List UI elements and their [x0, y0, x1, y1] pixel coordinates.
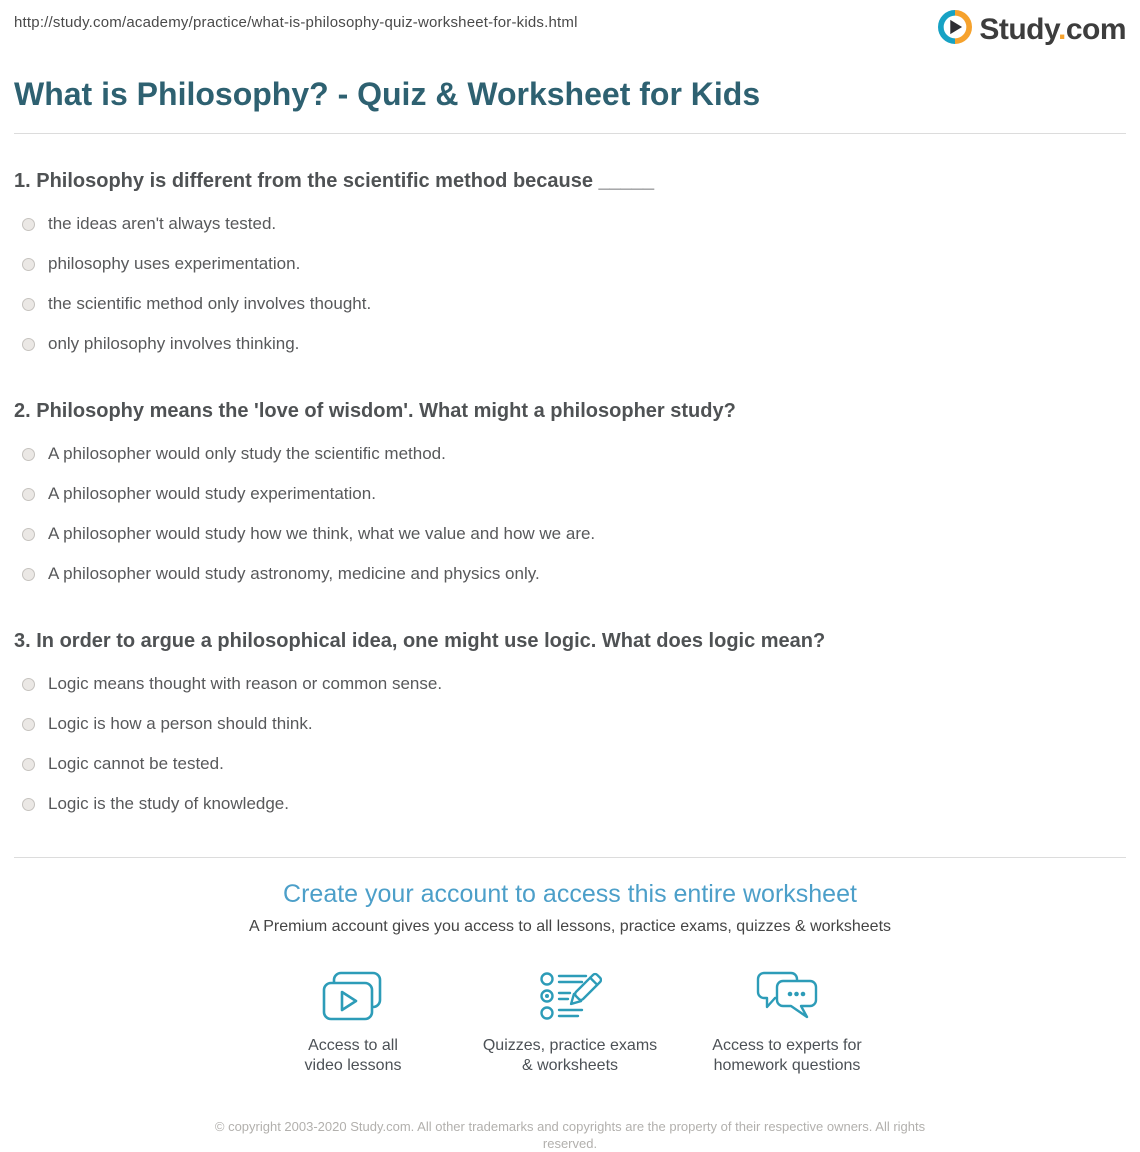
- chat-bubbles-icon: [679, 970, 896, 1024]
- option-label: only philosophy involves thinking.: [48, 334, 300, 353]
- quiz-pencil-icon: [462, 970, 679, 1024]
- quiz-option[interactable]: [14, 244, 1126, 284]
- radio-button[interactable]: [22, 718, 35, 731]
- quiz-option[interactable]: [14, 744, 1126, 784]
- logo-text-study: Study: [979, 12, 1058, 46]
- question-block-2: [14, 398, 1126, 594]
- feature-line: Quizzes, practice exams: [482, 1037, 658, 1054]
- feature-line: & worksheets: [521, 1057, 619, 1074]
- logo-text: [979, 13, 1126, 47]
- option-label: A philosopher would only study the scientific method.: [48, 444, 446, 463]
- options-list: [14, 204, 1126, 364]
- play-circle-icon: [938, 10, 972, 49]
- question-block-1: [14, 168, 1126, 364]
- cta-subheading: A Premium account gives you access to all lessons, practice exams, quizzes & worksheets: [248, 918, 892, 935]
- radio-button[interactable]: [22, 568, 35, 581]
- page-title: What is Philosophy? - Quiz & Worksheet for Kids: [14, 76, 761, 112]
- radio-button[interactable]: [22, 798, 35, 811]
- feature-line: video lessons: [304, 1057, 402, 1074]
- option-label: Logic means thought with reason or common sense.: [48, 674, 443, 693]
- options-list: [14, 434, 1126, 594]
- radio-button[interactable]: [22, 678, 35, 691]
- feature-line: Access to experts for: [712, 1037, 862, 1054]
- radio-button[interactable]: [22, 758, 35, 771]
- quiz-option[interactable]: [14, 664, 1126, 704]
- option-label: the scientific method only involves thought.: [48, 294, 372, 313]
- quiz-option[interactable]: [14, 554, 1126, 594]
- option-label: A philosopher would study experimentation.: [48, 484, 376, 503]
- quiz-option[interactable]: [14, 434, 1126, 474]
- quiz-section: [14, 168, 1126, 824]
- cta-section: [14, 879, 1126, 1076]
- option-label: A philosopher would study how we think, what we value and how we are.: [48, 524, 596, 543]
- radio-button[interactable]: [22, 338, 35, 351]
- option-label: A philosopher would study astronomy, medicine and physics only.: [48, 564, 540, 583]
- radio-button[interactable]: [22, 298, 35, 311]
- cta-heading[interactable]: Create your account to access this entire worksheet: [283, 880, 857, 908]
- option-label: Logic cannot be tested.: [48, 754, 224, 773]
- radio-button[interactable]: [22, 448, 35, 461]
- quiz-option[interactable]: [14, 284, 1126, 324]
- option-label: Logic is the study of knowledge.: [48, 794, 289, 813]
- option-label: philosophy uses experimentation.: [48, 254, 301, 273]
- feature-text: [462, 1036, 679, 1076]
- quiz-option[interactable]: [14, 704, 1126, 744]
- feature-text: [679, 1036, 896, 1076]
- video-lessons-icon: [245, 970, 462, 1024]
- page-header: [14, 0, 1126, 49]
- radio-button[interactable]: [22, 488, 35, 501]
- option-label: Logic is how a person should think.: [48, 714, 313, 733]
- feature-line: homework questions: [713, 1057, 861, 1074]
- copyright-text: © copyright 2003-2020 Study.com. All other trademarks and copyrights are the property of their respective owners. All rights reserved.: [214, 1119, 926, 1151]
- logo-text-com: com: [1065, 12, 1126, 46]
- radio-button[interactable]: [22, 258, 35, 271]
- question-text: 1. Philosophy is different from the scientific method because _____: [14, 170, 655, 192]
- question-block-3: [14, 628, 1126, 824]
- radio-button[interactable]: [22, 528, 35, 541]
- feature-experts: [679, 970, 896, 1076]
- page-url: http://study.com/academy/practice/what-is-philosophy-quiz-worksheet-for-kids.html: [14, 14, 578, 31]
- quiz-option[interactable]: [14, 474, 1126, 514]
- divider-top: [14, 133, 1126, 134]
- study-logo[interactable]: [938, 10, 1126, 49]
- feature-line: Access to all: [308, 1037, 398, 1054]
- feature-video-lessons: [245, 970, 462, 1076]
- question-text: 2. Philosophy means the 'love of wisdom'. What might a philosopher study?: [14, 400, 736, 422]
- quiz-option[interactable]: [14, 514, 1126, 554]
- feature-text: [245, 1036, 462, 1076]
- quiz-option[interactable]: [14, 204, 1126, 244]
- divider-bottom: [14, 857, 1126, 858]
- option-label: the ideas aren't always tested.: [48, 214, 277, 233]
- quiz-option[interactable]: [14, 784, 1126, 824]
- question-text: 3. In order to argue a philosophical idea, one might use logic. What does logic mean?: [14, 630, 826, 652]
- features-row: [14, 970, 1126, 1076]
- options-list: [14, 664, 1126, 824]
- radio-button[interactable]: [22, 218, 35, 231]
- quiz-option[interactable]: [14, 324, 1126, 364]
- feature-quizzes: [462, 970, 679, 1076]
- logo-text-dot: .: [1057, 12, 1066, 46]
